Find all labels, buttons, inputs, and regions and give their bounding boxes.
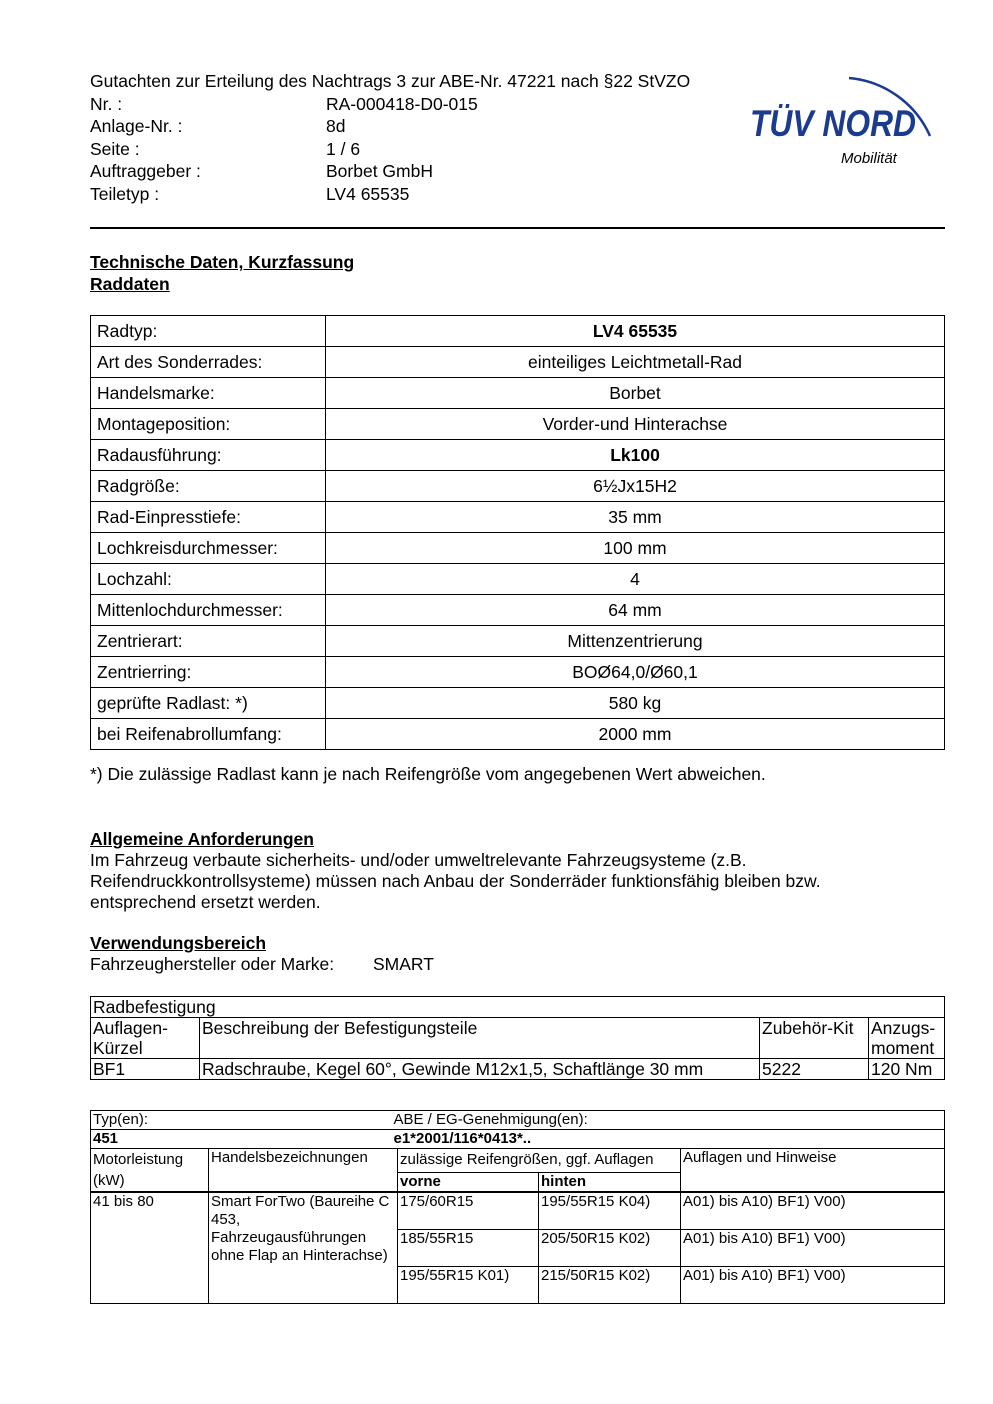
wheel-data-value: LV4 65535 [326, 316, 945, 347]
front-header: vorne [398, 1172, 539, 1192]
tyres-header: zulässige Reifengrößen, ggf. Auflagen [398, 1149, 681, 1173]
rear-tyre: 195/55R15 K04) [539, 1192, 681, 1230]
wheel-data-label: Lochzahl: [91, 564, 326, 595]
tuv-nord-logo [746, 46, 946, 176]
field-value: 1 / 6 [326, 138, 361, 159]
notes-value: A01) bis A10) BF1) V00) [681, 1192, 945, 1230]
wheel-data-value: Vorder-und Hinterachse [326, 409, 945, 440]
vehicle-type-value-row [91, 1130, 945, 1149]
front-tyre: 175/60R15 [398, 1192, 539, 1230]
wheel-data-value: 580 kg [326, 688, 945, 719]
fixing-torque: 120 Nm [869, 1059, 945, 1080]
wheel-data-row [91, 657, 945, 688]
approval-value: e1*2001/116*0413*.. [393, 1130, 532, 1147]
fixing-header-description: Beschreibung der Befestigungsteile [200, 1018, 760, 1059]
wheel-data-label: Handelsmarke: [91, 378, 326, 409]
wheel-data-value: 35 mm [326, 502, 945, 533]
rear-header: hinten [539, 1172, 681, 1192]
names-header: Handelsbezeichnungen [209, 1149, 398, 1193]
section-headings [90, 251, 354, 295]
field-label: Anlage-Nr. : [90, 116, 183, 136]
header-field-anlage [90, 115, 690, 138]
wheel-data-label: bei Reifenabrollumfang: [91, 719, 326, 750]
notes-value: A01) bis A10) BF1) V00) [681, 1267, 945, 1304]
wheel-data-label: Lochkreisdurchmesser: [91, 533, 326, 564]
wheel-data-label: Montageposition: [91, 409, 326, 440]
header-field-nr [90, 93, 690, 116]
logo-wordmark: TÜV NORD [750, 103, 916, 144]
front-tyre: 195/55R15 K01) [398, 1267, 539, 1304]
type-value: 451 [91, 1130, 398, 1149]
approval-label: ABE / EG-Genehmigung(en): [393, 1111, 588, 1128]
header-field-seite [90, 138, 690, 161]
header-divider [90, 227, 945, 229]
power-value: 41 bis 80 [91, 1192, 209, 1304]
fixing-code: BF1 [91, 1059, 200, 1080]
wheel-data-row [91, 502, 945, 533]
type-label: Typ(en): [91, 1111, 398, 1130]
wheel-data-value: 100 mm [326, 533, 945, 564]
wheel-data-value: 4 [326, 564, 945, 595]
wheel-data-value: BOØ64,0/Ø60,1 [326, 657, 945, 688]
vehicle-row [91, 1192, 945, 1230]
general-title: Allgemeine Anforderungen [90, 829, 314, 849]
wheel-data-value: 6½Jx15H2 [326, 471, 945, 502]
fixing-header-row [91, 1018, 945, 1059]
logo-subtitle: Mobilität [841, 150, 897, 167]
wheel-title: Raddaten [90, 274, 170, 294]
vehicle-header-row [91, 1149, 945, 1173]
usage-label: Fahrzeughersteller oder Marke: [90, 954, 335, 974]
header-field-teiletyp [90, 183, 690, 206]
fixing-header-kit: Zubehör-Kit [760, 1018, 869, 1059]
wheel-data-row [91, 471, 945, 502]
fixing-kit: 5222 [760, 1059, 869, 1080]
wheel-data-label: Rad-Einpresstiefe: [91, 502, 326, 533]
power-header: Motorleistung (kW) [91, 1149, 209, 1193]
wheel-data-value: Lk100 [326, 440, 945, 471]
fixing-row [91, 1059, 945, 1080]
field-label: Seite : [90, 138, 140, 159]
field-value: RA-000418-D0-015 [326, 93, 478, 114]
notes-value: A01) bis A10) BF1) V00) [681, 1230, 945, 1267]
fixing-header-torque: Anzugs-moment [869, 1018, 945, 1059]
wheel-data-value: 64 mm [326, 595, 945, 626]
field-value: Borbet GmbH [326, 161, 433, 181]
field-value: 8d [326, 116, 346, 136]
wheel-data-row [91, 347, 945, 378]
field-label: Nr. : [90, 93, 123, 114]
wheel-data-label: Radausführung: [91, 440, 326, 471]
wheel-load-footnote: *) Die zulässige Radlast kann je nach Reifengröße vom angegebenen Wert abweichen. [90, 764, 766, 784]
wheel-data-value: Borbet [326, 378, 945, 409]
rear-tyre: 205/50R15 K02) [539, 1230, 681, 1267]
wheel-data-label: geprüfte Radlast: *) [91, 688, 326, 719]
wheel-data-row [91, 564, 945, 595]
wheel-data-label: Art des Sonderrades: [91, 347, 326, 378]
wheel-data-label: Mittenlochdurchmesser: [91, 595, 326, 626]
report-title: Gutachten zur Erteilung des Nachtrags 3 zur ABE-Nr. 47221 nach §22 StVZO [90, 71, 691, 91]
wheel-data-label: Radtyp: [91, 316, 326, 347]
wheel-data-row [91, 719, 945, 750]
fixing-description: Radschraube, Kegel 60°, Gewinde M12x1,5, Schaftlänge 30 mm [200, 1059, 760, 1080]
vehicle-type-label-row [91, 1111, 945, 1130]
wheel-fixing-table [90, 996, 945, 1080]
notes-header: Auflagen und Hinweise [681, 1149, 945, 1193]
wheel-data-row [91, 316, 945, 347]
wheel-data-label: Radgröße: [91, 471, 326, 502]
wheel-data-row [91, 440, 945, 471]
rear-tyre: 215/50R15 K02) [539, 1267, 681, 1304]
field-value: LV4 65535 [326, 183, 410, 204]
fixing-header-code: Auflagen-Kürzel [91, 1018, 200, 1059]
vehicle-table [90, 1110, 945, 1304]
general-text: Im Fahrzeug verbaute sicherheits- und/oder umweltrelevante Fahrzeugsysteme (z.B. Reifendruckkontrollsysteme) müssen nach Anbau der Sonderräder funktionsfähig bleiben bzw. entsprechend ersetzt werden. [90, 850, 821, 912]
wheel-data-label: Zentrierring: [91, 657, 326, 688]
general-requirements [90, 829, 930, 913]
wheel-data-table [90, 315, 945, 750]
fixing-title: Radbefestigung [91, 997, 945, 1018]
field-label: Teiletyp : [90, 183, 160, 204]
field-label: Auftraggeber : [90, 161, 201, 181]
wheel-data-row [91, 409, 945, 440]
wheel-data-value: einteiliges Leichtmetall-Rad [326, 347, 945, 378]
wheel-data-row [91, 378, 945, 409]
technical-title: Technische Daten, Kurzfassung [90, 252, 355, 272]
wheel-data-value: Mittenzentrierung [326, 626, 945, 657]
usage-title: Verwendungsbereich [90, 933, 267, 953]
header-field-auftraggeber [90, 160, 690, 183]
usage-value: SMART [373, 954, 434, 974]
wheel-data-value: 2000 mm [326, 719, 945, 750]
wheel-data-label: Zentrierart: [91, 626, 326, 657]
wheel-data-row [91, 533, 945, 564]
wheel-data-row [91, 595, 945, 626]
document-header [90, 70, 690, 205]
wheel-data-row [91, 688, 945, 719]
front-tyre: 185/55R15 [398, 1230, 539, 1267]
names-value: Smart ForTwo (Baureihe C 453, Fahrzeugausführungen ohne Flap an Hinterachse) [209, 1192, 398, 1304]
wheel-data-row [91, 626, 945, 657]
usage-area [90, 933, 434, 975]
